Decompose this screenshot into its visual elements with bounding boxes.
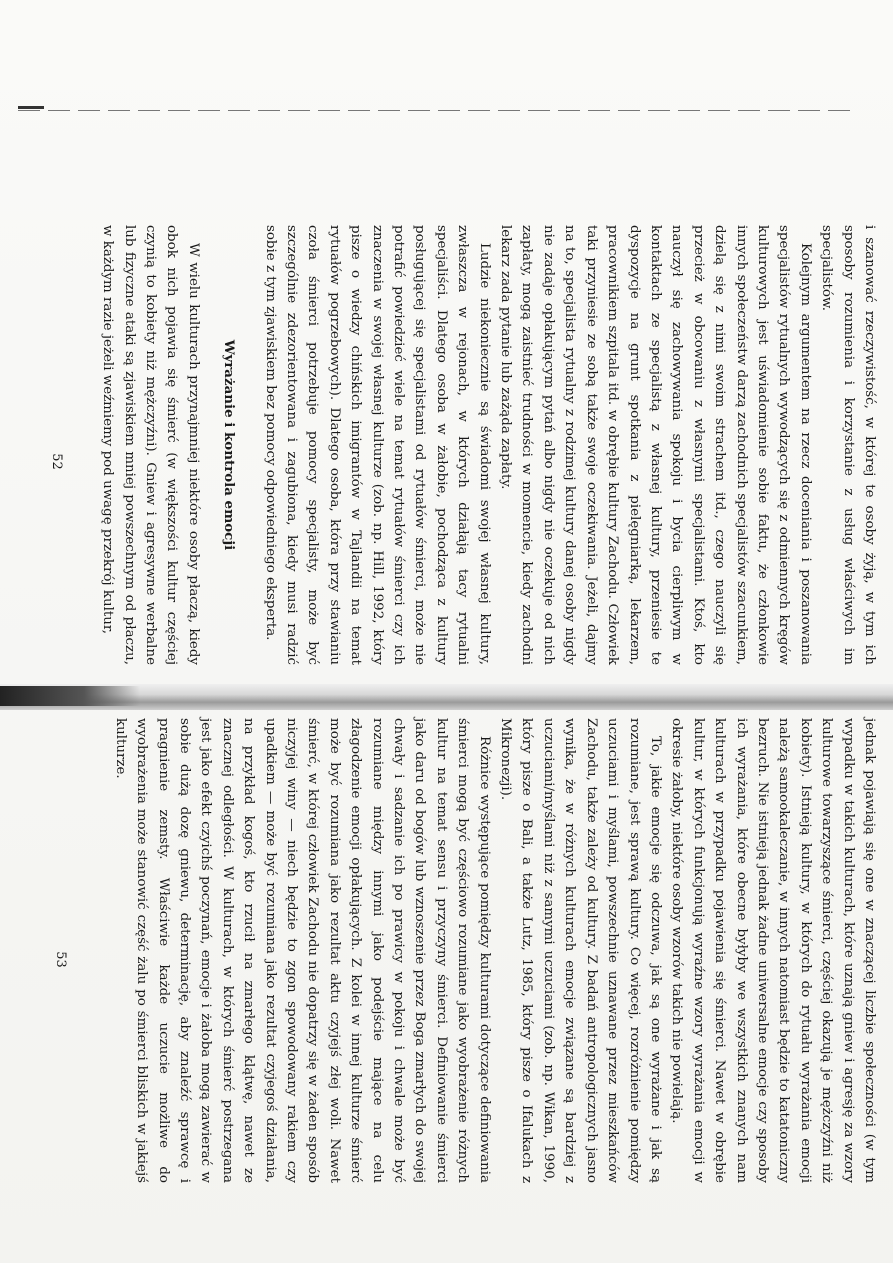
- top-dashed-rule: [18, 110, 853, 111]
- paragraph: Kolejnym argumentem na rzecz doceniania i poszanowania specjalistów rytualnych wywodzących się z odmiennych kręgów kulturowych jest uświadomienie sobie faktu, że członkowie innych społeczeństw darzą zachodnich specjalistów szacunkiem, dzielą się z nimi swoim strachem itd., czego nauczyli się przecież w obcowaniu z własnymi specjalistami. Ktoś, kto nauczył się zachowywania spokoju i bycia cierpliwym w kontaktach ze specjalistą z własnej kultury, przeniesie te dyspozycje na grunt spotkania z pielęgniarką, lekarzem, pracownikiem szpitala itd. w obrębie kultury Zachodu. Człowiek taki przyniesie ze sobą także swoje oczekiwania. Jeżeli, dajmy na to, specjalista rytualny z rodzimej kultury danej osoby nigdy nie zadaje opłakującym pytań albo nigdy nie oczekuje od nich zapłaty, mogą zaistnieć trudności w momencie, kiedy zachodni lekarz zada pytanie lub zażąda zapłaty.: [498, 225, 813, 665]
- section-heading: Wyrażanie i kontrola emocji: [221, 339, 238, 551]
- paragraph: Różnice występujące pomiędzy kulturami dotyczące definiowania śmierci mogą być częściowo rozumiane jako wyobrażenie różnych kultur na temat sensu i przyczyny śmierci. Definiowanie śmierci jako daru od bogów lub wznoszenie przez Boga zmarłych do swojej chwały i sadzanie ich po prawicy w pokoju i chwale może być rozumiane między innymi jako podejście mające na celu złagodzenie emocji opłakujących. Z kolei w innej kulturze śmierć może być rozumiana jako rezultat aktu czyjejś złej woli. Nawet śmierć, w której człowiek Zachodu nie dopatrzy się w żaden sposób niczyjej winy — niech będzie to zgon spowodowany rakiem czy upadkiem — może być rozumiana jako rezultat czyjegoś działania, na przykład kogoś, kto rzucił na zmarłego klątwę, nawet ze znacznej odległości. W kulturach, w których śmierć postrzegana jest jako efekt czyichś poczynań, emocje i żałoba mogą zawierać w sobie dużą dozę gniewu, determinację, aby znaleźć sprawcę i pragnienie zemsty. Właściwie każde uczucie możliwe do wyobrażenia może stanowić część żalu po śmierci bliskich w jakiejś kulturze.: [112, 718, 492, 1183]
- gutter-dark-edge: [0, 686, 140, 706]
- page-number: 53: [52, 951, 68, 968]
- page-52-text: [97, 225, 880, 665]
- paragraph: jednak pojawiają się one w znaczącej liczbie społeczności (w tym wypadku w takich kulturach, które uznają gniew i agresję za wzory kulturowe towarzyszące śmierci, częściej okazują je mężczyźni niż kobiety). Istnieją kultury, w których do rytuału wyrażania emocji należą samookaleczanie, w innych natomiast będzie to katatoniczny bezruch. Nie istnieją jednak żadne uniwersalne emocje czy sposoby ich wyrażania, które obecne byłyby we wszystkich znanych nam kulturach w przypadku pojawienia się śmierci. Nawet w obrębie kultur, w których funkcjonują wyraźne wzory wyrażania emocji w okresie żałoby, niektóre osoby wzorów takich nie powielają.: [669, 718, 877, 1183]
- paragraph: i szanować rzeczywistość, w której te osoby żyją, w tym ich sposoby rozumienia i korzystanie z usług właściwych im specjalistów.: [819, 225, 877, 665]
- page-53-text: [109, 718, 880, 1183]
- paragraph: Ludzie niekoniecznie są świadomi swojej własnej kultury, zwłaszcza w rejonach, w których działają tacy rytualni specjaliści. Dlatego osoba w żałobie, pochodząca z kultury posługującej się specjalistami od rytuałów śmierci, może nie potrafić powiedzieć wiele na temat rytuałów śmierci czy ich znaczenia w swojej własnej kulturze (zob. np. Hill, 1992, który pisze o wiedzy chińskich imigrantów w Tajlandii na temat rytuałów pogrzebowych). Dlatego osoba, która przy stawianiu czoła śmierci potrzebuje pomocy specjalisty, może być szczególnie zdezorientowana i zagubiona, kiedy musi radzić sobie z tym zjawiskiem bez pomocy odpowiedniego eksperta.: [262, 225, 492, 665]
- paragraph: W wielu kulturach przynajmniej niektóre osoby płaczą, kiedy obok nich pojawia się śmierć (w większości kultur częściej czynią to kobiety niż mężczyźni). Gniew i agresywne werbalne lub fizyczne ataki są zjawiskiem mniej powszechnym od płaczu, w każdym razie jeżeli weźmiemy pod uwagę przekrój kultur,: [100, 225, 201, 665]
- page-number: 52: [48, 453, 64, 470]
- paragraph: To, jakie emocje się odczuwa, jak są one wyrażane i jak są rozumiane, jest sprawą kultury. Co więcej, rozróżnienie pomiędzy uczuciami i myślami, powszechnie uznawane przez mieszkańców Zachodu, także zależy od kultury. Z badań antropologicznych jasno wynika, że w różnych kulturach emocje związane są bardziej z uczuciami/myślami niż z samymi uczuciami (zob. np. Wikan, 1990, który pisze o Bali, a także Lutz, 1985, który pisze o Ifalukach z Mikronezji).: [498, 718, 663, 1183]
- scan-edge-mark: [18, 106, 44, 109]
